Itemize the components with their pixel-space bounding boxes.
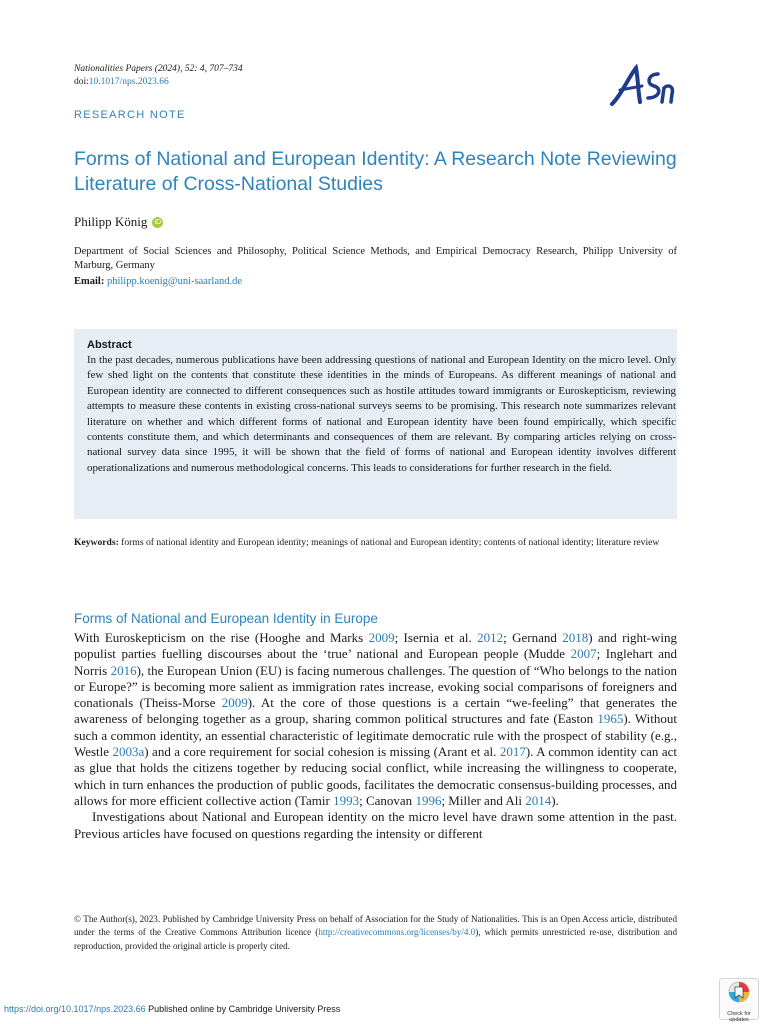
citation-link[interactable]: 2017 [499, 744, 526, 760]
email-label: Email: [74, 276, 105, 287]
abstract-heading: Abstract [87, 339, 132, 351]
citation-link[interactable]: 1965 [597, 711, 624, 727]
keywords-text: forms of national identity and European identity; meanings of national and European identity; contents of national identity; literature review [121, 537, 660, 548]
article-title: Forms of National and European Identity: A Research Note Reviewing Literature of Cross-National Studies [74, 148, 677, 195]
license-text-before: © The Author(s), 2023. Published by Cambridge University Press on behalf of Association for the Study of Nationalities. This is an Open Access article, distributed under the terms of the Creative Commons Attribution licence ( [74, 914, 677, 938]
journal-doi: doi:10.1017/nps.2023.66 [74, 77, 169, 87]
paragraph-text: ; Canovan [359, 792, 416, 808]
orcid-icon[interactable]: iD [152, 217, 163, 228]
citation-link[interactable]: 2009 [368, 630, 395, 645]
citation-link[interactable]: 2012 [477, 630, 504, 645]
check-for-updates-badge[interactable] [719, 978, 759, 1023]
paragraph-text: ) and right-wing populist parties fuelling discourses about the ‘true’ national and European people (Mudde [74, 630, 678, 662]
citation-link[interactable]: 2003a [112, 744, 145, 760]
section-heading: Forms of National and European Identity in Europe [74, 611, 378, 626]
abstract-text: In the past decades, numerous publications have been addressing questions of national and European Identity on the micro level. Only few shed light on the contents that constitute these identities in the minds of Europeans. As different meanings of national and European identity are connected to different consequences such as hostile attitudes toward immigrants or Euroskepticism, reviewing attempts to measure these contents in existing cross-national surveys seems to be promising. This research note summarizes relevant literature on whether and which different forms of national and European identity have been found empirically, which specific contents constitute them, and which determinants and consequences of them are relevant. By comparing articles relying on cross-national survey data since 1995, it will be shown that the field of forms of national and European identity involves different operationalizations and numerous methodological concerns. This leads to considerations for further research in the field. [87, 354, 676, 474]
abstract-box [74, 329, 677, 519]
email-line [74, 275, 242, 289]
paragraph-text: ; Isernia et al. [394, 630, 478, 645]
body-text [74, 630, 677, 842]
journal-citation-block [74, 63, 243, 89]
asn-logo [608, 64, 678, 108]
footer-publisher: Published online by Cambridge University Press [145, 1004, 341, 1014]
citation-link[interactable]: 1993 [333, 792, 360, 808]
citation-link[interactable]: 2014 [525, 792, 552, 808]
keywords [74, 536, 677, 550]
email-link[interactable]: philipp.koenig@uni-saarland.de [106, 276, 243, 287]
paragraph-text: ). Without such a common identity, an essential characteristic of legitimate democratic rule with the prospect of stability (e.g., Westle [74, 711, 678, 760]
citation-link[interactable]: 2007 [570, 646, 597, 662]
license-text-after: ), which permits unrestricted re-use, distribution and reproduction, provided the original article is properly cited. [74, 927, 677, 951]
citation-link[interactable]: 2016 [110, 662, 137, 678]
paragraph-text: ; Inglehart and Norris [74, 646, 678, 678]
author-line [74, 214, 163, 230]
paragraph-text: ; Gernand [503, 630, 563, 645]
footer-doi-link[interactable]: https://doi.org/10.1017/nps.2023.66 [4, 1004, 146, 1014]
keywords-label: Keywords: [74, 537, 119, 548]
affiliation: Department of Social Sciences and Philosophy, Political Science Methods, and Empirical Democracy Research, Philipp University of Marburg, Germany [74, 246, 677, 271]
license-statement [74, 913, 677, 953]
doi-link[interactable]: 10.1017/nps.2023.66 [88, 77, 169, 87]
citation-link[interactable]: 1996 [415, 792, 442, 808]
author-name[interactable]: Philipp König [74, 214, 148, 229]
paragraph-text: ), the European Union (EU) is facing numerous challenges. The question of “Who belongs to the nation or Europe?” is becoming more salient as immigration rates increase, evoking social comparisons of foreigners and conationals (Theiss-Morse [74, 662, 678, 711]
paragraph-text: ). A common identity can act as glue that holds the citizens together by reducing social conflict, while increasing the willingness to cooperate, which in turn enhances the production of public goods, facilitates the democratic consensus-building processes, and allows for more efficient collective action (Tamir [74, 744, 677, 808]
paragraph-1 [74, 630, 677, 809]
citation-link[interactable]: 2009 [221, 695, 248, 711]
paragraph-text: With Euroskepticism on the rise (Hooghe and Marks [74, 630, 369, 645]
paragraph-2: Investigations about National and European identity on the micro level have drawn some attention in the past. Previous articles have focused on questions regarding the intensity or different [74, 809, 677, 841]
badge-text: Check for updates [727, 1011, 751, 1023]
article-type-label: RESEARCH NOTE [74, 109, 186, 121]
citation-link[interactable]: 2018 [562, 630, 589, 645]
page-footer [4, 1004, 340, 1014]
paragraph-text: ). At the core of those questions is a certain “we-feeling” that generates the awareness of belonging together as a group, sharing common political structures and fate (Easton [74, 695, 677, 727]
journal-citation: Nationalities Papers (2024), 52: 4, 707–734 [74, 64, 243, 74]
paragraph-text: ) and a core requirement for social cohesion is missing (Arant et al. [144, 744, 500, 760]
paragraph-text: ). [551, 792, 559, 808]
crossmark-icon [728, 981, 750, 1005]
license-link[interactable]: http://creativecommons.org/licenses/by/4.0 [318, 927, 476, 938]
paragraph-text: ; Miller and Ali [441, 792, 526, 808]
